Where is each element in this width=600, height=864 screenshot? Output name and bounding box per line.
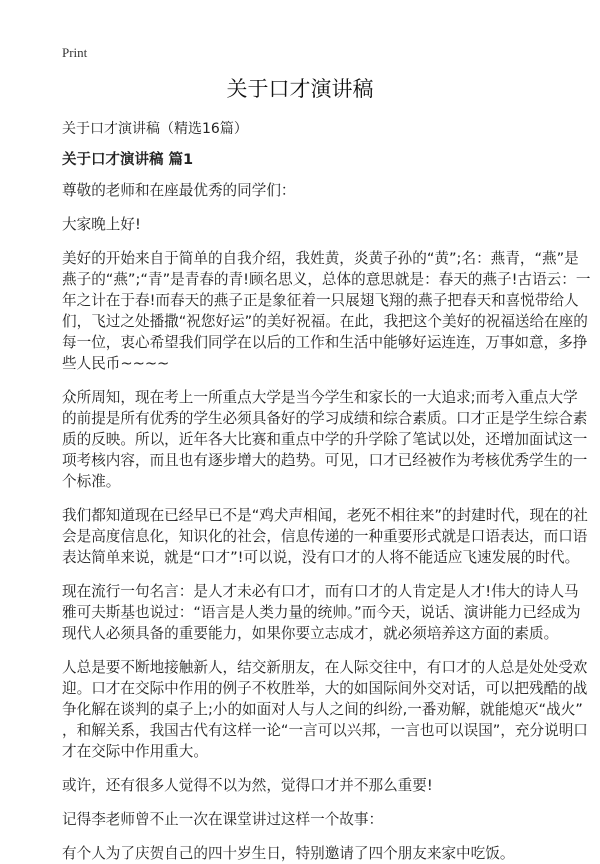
text-line: 现在流行一句名言：是人才未必有口才，而有口才的人肯定是人才!伟大的诗人马 xyxy=(62,583,579,600)
text-line: 些人民币~~~~ xyxy=(62,355,170,372)
text-line: 质的反映。所以，近年各大比赛和重点中学的升学除了笔试以处，还增加面试这一 xyxy=(62,431,588,448)
paragraph xyxy=(62,505,588,568)
text-line: 燕子的“燕”;“青”是青春的青!顾名思义，总体的意思就是：春天的燕子!古语云：一 xyxy=(62,271,591,288)
text-line: 表达简单来说，就是“口才”!可以说，没有口才的人将不能适应飞速发展的时代。 xyxy=(62,549,580,566)
paragraph xyxy=(62,581,582,644)
text-line: 个标准。 xyxy=(62,473,121,490)
text-line: 或许，还有很多人觉得不以为然，觉得口才并不那么重要! xyxy=(62,777,433,794)
text-line: 众所周知，现在考上一所重点大学是当今学生和家长的一大追求;而考入重点大学 xyxy=(62,389,578,406)
section-heading: 关于口才演讲稿 篇1 xyxy=(62,152,194,168)
text-line: 才在交际中作用重大。 xyxy=(62,743,208,760)
text-line: 尊敬的老师和在座最优秀的同学们： xyxy=(62,182,296,199)
text-line: 我们都知道现在已经早已不是“鸡犬声相闻，老死不相往来”的封建时代，现在的社 xyxy=(62,507,588,524)
text-line: 记得李老师曾不止一次在课堂讲过这样一个故事： xyxy=(62,811,384,828)
text-line: 年之计在于春!而春天的燕子正是象征着一只展翅飞翔的燕子把春天和喜悦带给人 xyxy=(62,292,579,309)
paragraph xyxy=(62,843,582,864)
text-line: 人总是要不断地接触新人，结交新朋友，在人际交往中，有口才的人总是处处受欢 xyxy=(62,659,588,676)
text-line: 会是高度信息化，知识化的社会，信息传递的一种重要形式就是口语表达，而口语 xyxy=(62,528,588,545)
paragraph xyxy=(62,809,582,830)
paragraph xyxy=(62,387,588,492)
article-body xyxy=(62,180,591,864)
text-line: 争化解在谈判的桌子上;小的如面对人与人之间的纠纷,一番劝解，就能熄灭“战火” xyxy=(62,701,583,718)
text-line: 现代人必须具备的重要能力，如果你要立志成才，就必须培养这方面的素质。 xyxy=(62,625,559,642)
paragraph xyxy=(62,214,582,235)
document-subtitle: 关于口才演讲稿（精选16篇） xyxy=(62,121,248,137)
text-line: 美好的开始来自于简单的自我介绍，我姓黄，炎黄子孙的“黄”;名：燕青，“燕”是 xyxy=(62,250,579,267)
text-line: ，和解关系，我国古代有这样一论“一言可以兴邦，一言也可以误国”，充分说明口 xyxy=(62,722,588,739)
text-line: 迎。口才在交际中作用的例子不枚胜举，大的如国际间外交对话，可以把残酷的战 xyxy=(62,680,588,697)
text-line: 大家晚上好! xyxy=(62,216,141,233)
paragraph xyxy=(62,248,591,374)
paragraph xyxy=(62,775,582,796)
text-line: 们，飞过之处播撒“祝您好运”的美好祝福。在此，我把这个美好的祝福送给在座的 xyxy=(62,313,588,330)
text-line: 有个人为了庆贺自己的四十岁生日，特别邀请了四个朋友来家中吃饭。 xyxy=(62,845,515,862)
text-line: 的前提是所有优秀的学生必须具备好的学习成绩和综合素质。口才正是学生综合素 xyxy=(62,410,588,427)
page-title: 关于口才演讲稿 xyxy=(226,77,374,101)
text-line: 雅可夫斯基也说过：“语言是人类力量的统帅。”而今天，说话、演讲能力已经成为 xyxy=(62,604,581,621)
print-link[interactable]: Print xyxy=(62,45,88,60)
paragraph xyxy=(62,180,582,201)
text-line: 每一位，衷心希望我们同学在以后的工作和生活中能够好运连连，万事如意，多挣 xyxy=(62,334,588,351)
paragraph xyxy=(62,657,588,762)
text-line: 项考核内容，而且也有逐步增大的趋势。可见，口才已经被作为考核优秀学生的一 xyxy=(62,452,588,469)
